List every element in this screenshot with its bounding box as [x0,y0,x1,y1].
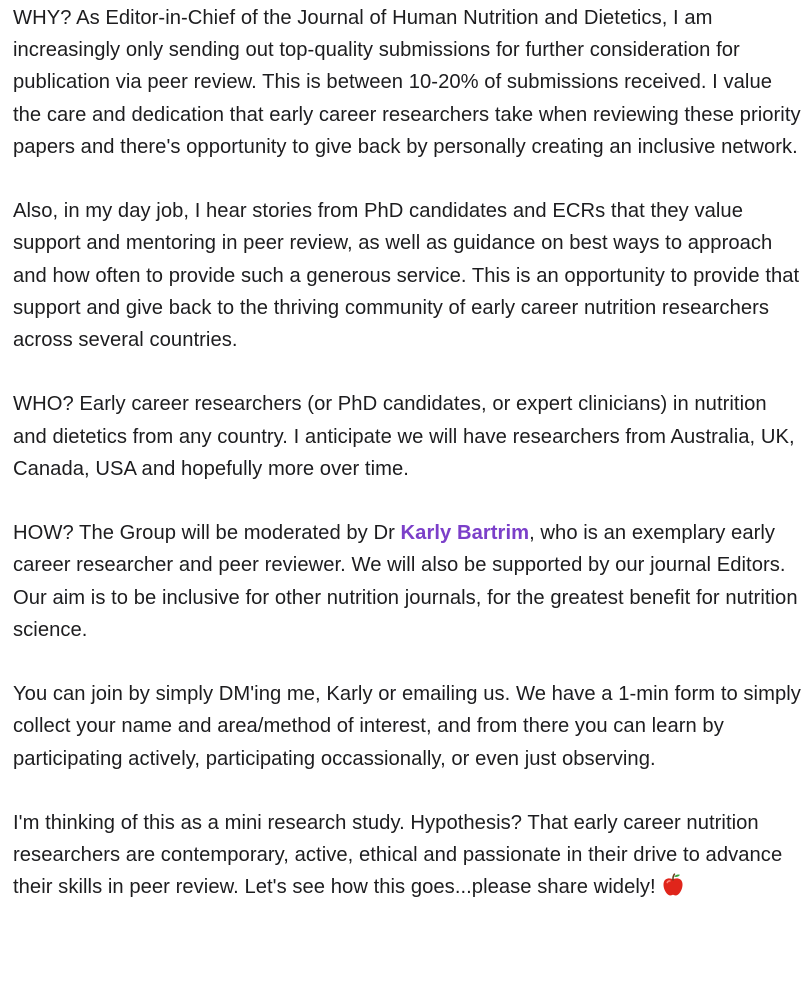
paragraph-who: WHO? Early career researchers (or PhD candidates, or expert clinicians) in nutrition and dietetics from any country. I anticipate we will have researchers from Australia, UK, Canada, USA and hopefully more over time. [13,393,795,480]
paragraph-day-job: Also, in my day job, I hear stories from PhD candidates and ECRs that they value support and mentoring in peer review, as well as guidance on best ways to approach and how often to provide such a generous service. This is an opportunity to provide that support and give back to the thriving community of early career nutrition researchers across several countries. [13,200,800,352]
post-body [13,2,803,904]
paragraph-why: WHY? As Editor-in-Chief of the Journal of Human Nutrition and Dietetics, I am increasingly only sending out top-quality submissions for further consideration for publication via peer review. This is between 10-20% of submissions received. I value the care and dedication that early career researchers take when reviewing these priority papers and there's opportunity to give back by personally creating an inclusive network. [13,7,801,158]
how-text-after: , who is an exemplary early career researcher and peer reviewer. We will also be supported by our journal Editors. Our aim is to be inclusive for other nutrition journals, for the greatest benefit for nutrition science. [13,522,798,641]
how-text-before: HOW? The Group will be moderated by Dr [13,522,401,545]
paragraph-how [13,517,803,646]
paragraph-join: You can join by simply DM'ing me, Karly or emailing us. We have a 1-min form to simply collect your name and area/method of interest, and from there you can learn by participating actively, participating occassionally, or even just observing. [13,683,801,770]
paragraph-hypothesis [13,807,803,904]
red-apple-icon [662,873,684,897]
hypothesis-text: I'm thinking of this as a mini research study. Hypothesis? That early career nutrition researchers are contemporary, active, ethical and passionate in their drive to advance their skills in peer review. Let's see how this goes...please share widely! [13,812,783,899]
mention-karly-bartrim[interactable]: Karly Bartrim [400,522,530,545]
